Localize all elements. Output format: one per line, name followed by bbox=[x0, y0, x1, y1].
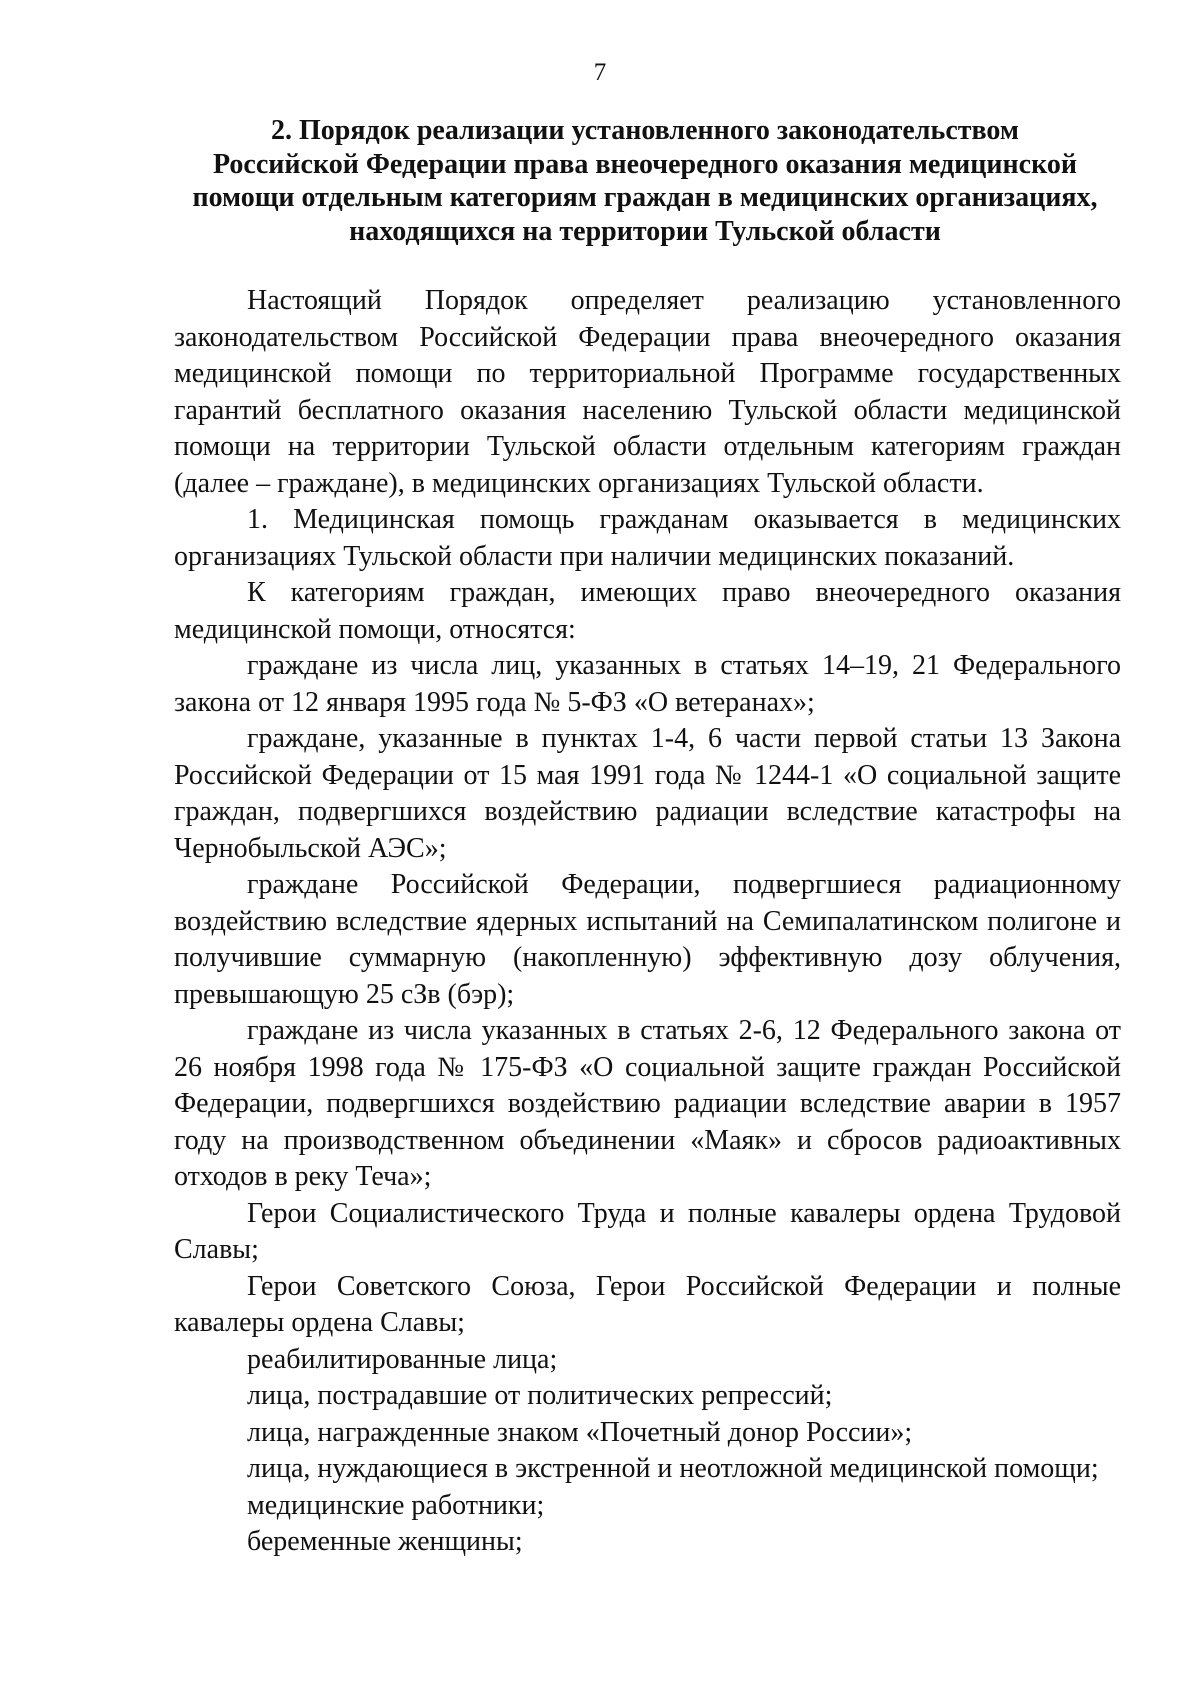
page-number: 7 bbox=[593, 59, 607, 86]
category-item: реабилитированные лица; bbox=[247, 1343, 558, 1375]
category-item: граждане Российской Федерации, подвергшиеся радиационному воздействию вследствие ядерных испытаний на Семипалатинском полигоне и получившие суммарную (накопленную) эффективную дозу облучения, превышающую 25 сЗв (бэр); bbox=[174, 869, 1121, 1010]
categories-intro-paragraph: К категориям граждан, имеющих право внеочередного оказания медицинской помощи, относятся: bbox=[174, 577, 1121, 645]
category-item: Герои Социалистического Труда и полные кавалеры ордена Трудовой Славы; bbox=[174, 1197, 1121, 1265]
category-item: граждане из числа лиц, указанных в статьях 14–19, 21 Федерального закона от 12 января 1995 года № 5-ФЗ «О ветеранах»; bbox=[174, 650, 1121, 718]
section-title-line: Российской Федерации права внеочередного оказания медицинской bbox=[213, 148, 1077, 180]
document-body bbox=[174, 283, 1121, 1561]
section-title-line: помощи отдельным категориям граждан в медицинских организациях, bbox=[192, 182, 1098, 213]
category-item: беременные женщины; bbox=[247, 1526, 523, 1557]
category-item: граждане из числа указанных в статьях 2-6, 12 Федерального закона от 26 ноября 1998 года № 175-ФЗ «О социальной защите граждан Российской Федерации, подвергшихся воздействию радиации вследствие аварии в 1957 году на производственном объединении «Маяк» и сбросов радиоактивных отходов в реку Теча»; bbox=[174, 1015, 1121, 1192]
category-item: Герои Советского Союза, Герои Российской Федерации и полные кавалеры ордена Славы; bbox=[174, 1270, 1121, 1338]
section-title-line: 2. Порядок реализации установленного законодательством bbox=[271, 115, 1019, 146]
section-title-line: находящихся на территории Тульской области bbox=[349, 215, 941, 247]
category-item: лица, пострадавшие от политических репрессий; bbox=[247, 1380, 833, 1411]
category-item: граждане, указанные в пунктах 1-4, 6 части первой статьи 13 Закона Российской Федерации от 15 мая 1991 года № 1244-1 «О социальной защите граждан, подвергшихся воздействию радиации вследствие катастрофы на Чернобыльской АЭС»; bbox=[174, 723, 1121, 864]
section-title bbox=[170, 114, 1120, 248]
category-item: лица, награжденные знаком «Почетный донор России»; bbox=[247, 1416, 913, 1448]
clause-1-paragraph: 1. Медицинская помощь гражданам оказывается в медицинских организациях Тульской области при наличии медицинских показаний. bbox=[174, 504, 1121, 572]
category-item: медицинские работники; bbox=[247, 1489, 545, 1521]
intro-paragraph: Настоящий Порядок определяет реализацию установленного законодательством Российской Федерации права внеочередного оказания медицинской помощи по территориальной Программе государственных гарантий бесплатного оказания населению Тульской области медицинской помощи на территории Тульской области отдельным категориям граждан (далее – граждане), в медицинских организациях Тульской области. bbox=[174, 285, 1121, 499]
category-item: лица, нуждающиеся в экстренной и неотложной медицинской помощи; bbox=[247, 1453, 1099, 1484]
